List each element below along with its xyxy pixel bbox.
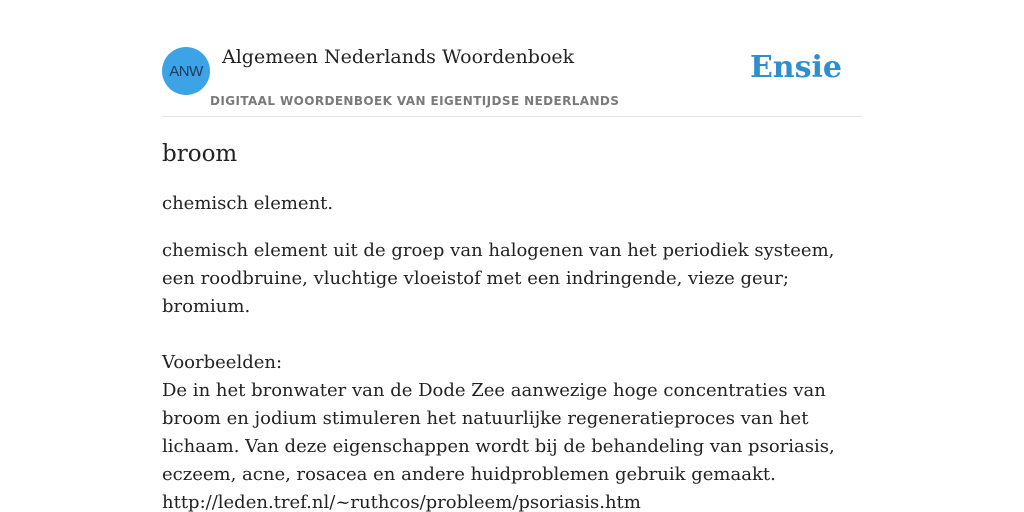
long-definition: chemisch element uit de groep van halogenen van het periodiek systeem, een roodbruine, vluchtige vloeistof met een indringende, vieze geur; bromium. [162, 240, 835, 317]
examples-label: Voorbeelden: [162, 352, 283, 373]
site-title[interactable]: Algemeen Nederlands Woordenboek [222, 46, 575, 68]
site-subtitle: DIGITAAL WOORDENBOEK VAN EIGENTIJDSE NEDERLANDS [210, 94, 620, 108]
example-source: http://leden.tref.nl/~ruthcos/probleem/psoriasis.htm [162, 492, 641, 512]
anw-logo[interactable] [162, 47, 210, 95]
entry-content [162, 138, 852, 512]
site-header [162, 0, 862, 117]
short-definition: chemisch element. [162, 193, 334, 214]
anw-logo-text: ANW [169, 62, 203, 80]
ensie-logo[interactable]: Ensie [749, 50, 842, 85]
example-text: De in het bronwater van de Dode Zee aanwezige hoge concentraties van broom en jodium stimuleren het natuurlijke regeneratieproces van het lichaam. Van deze eigenschappen wordt bij de behandeling van psoriasis, eczeem, acne, rosacea en andere huidproblemen gebruik gemaakt. [162, 380, 835, 485]
entry-headword: broom [162, 141, 238, 167]
